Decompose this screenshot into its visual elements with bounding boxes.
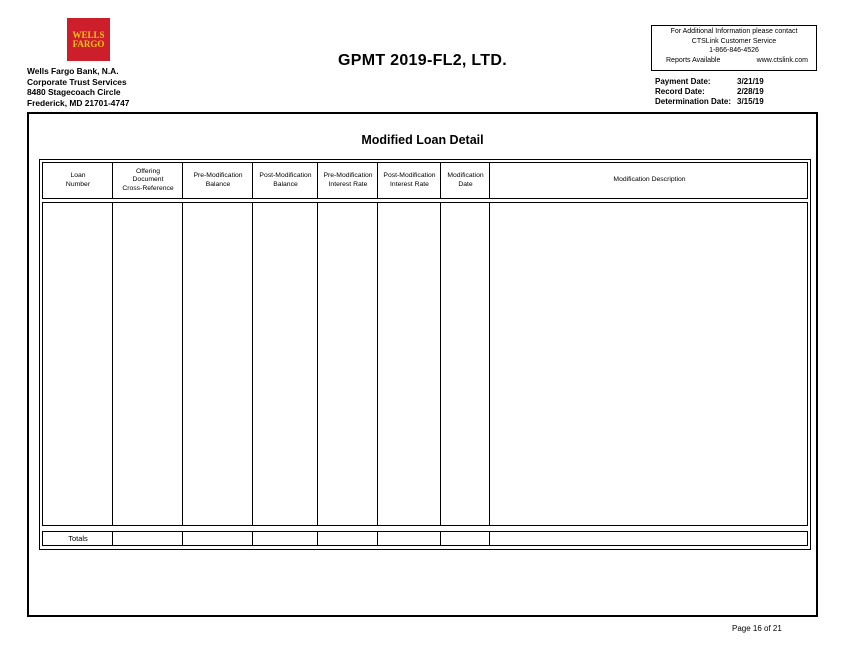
logo-line2: FARGO <box>72 38 105 49</box>
col-mod-date: Modification Date <box>447 172 484 188</box>
col-offering-doc: Offering Document Cross-Reference <box>122 167 174 192</box>
issuer-address <box>27 66 129 108</box>
loan-table <box>39 159 811 550</box>
dates-block <box>655 77 764 107</box>
record-date: 2/28/19 <box>737 87 764 96</box>
col-post-mod-rate: Post-Modification Interest Rate <box>383 172 436 188</box>
page-number: Page 16 of 21 <box>732 624 782 633</box>
col-pre-mod-balance: Pre-Modification Balance <box>193 172 243 188</box>
issuer-name: Wells Fargo Bank, N.A. <box>27 66 119 76</box>
totals-row <box>42 531 808 546</box>
col-loan-number: Loan Number <box>65 172 91 188</box>
section-title: Modified Loan Detail <box>361 133 484 147</box>
issuer-street: 8480 Stagecoach Circle <box>27 87 121 98</box>
reports-label: Reports Available <box>666 56 721 64</box>
col-pre-mod-rate: Pre-Modification Interest Rate <box>323 172 373 188</box>
determination-date: 3/15/19 <box>737 97 764 106</box>
payment-date-label: Payment Date: <box>655 77 711 86</box>
issuer-dept: Corporate Trust Services <box>27 76 127 87</box>
ctslink-url[interactable]: www.ctslink.com <box>756 56 808 64</box>
payment-date: 3/21/19 <box>737 77 764 86</box>
report-frame <box>27 112 818 617</box>
contact-line1: For Additional Information please contact <box>670 28 798 35</box>
record-date-label: Record Date: <box>655 87 705 96</box>
determination-date-label: Determination Date: <box>655 97 732 106</box>
col-post-mod-balance: Post-Modification Balance <box>259 172 312 188</box>
logo-line1: WELLS <box>72 29 105 40</box>
contact-box <box>651 25 817 71</box>
table-header <box>42 162 808 199</box>
page-title: GPMT 2019-FL2, LTD. <box>338 52 507 69</box>
contact-line2: CTSLink Customer Service <box>691 37 777 45</box>
contact-phone: 1-866-846-4526 <box>709 47 759 55</box>
table-body <box>42 202 808 526</box>
issuer-city: Frederick, MD 21701-4747 <box>27 97 130 108</box>
totals-label: Totals <box>68 534 88 543</box>
col-mod-description: Modification Description <box>613 176 686 184</box>
